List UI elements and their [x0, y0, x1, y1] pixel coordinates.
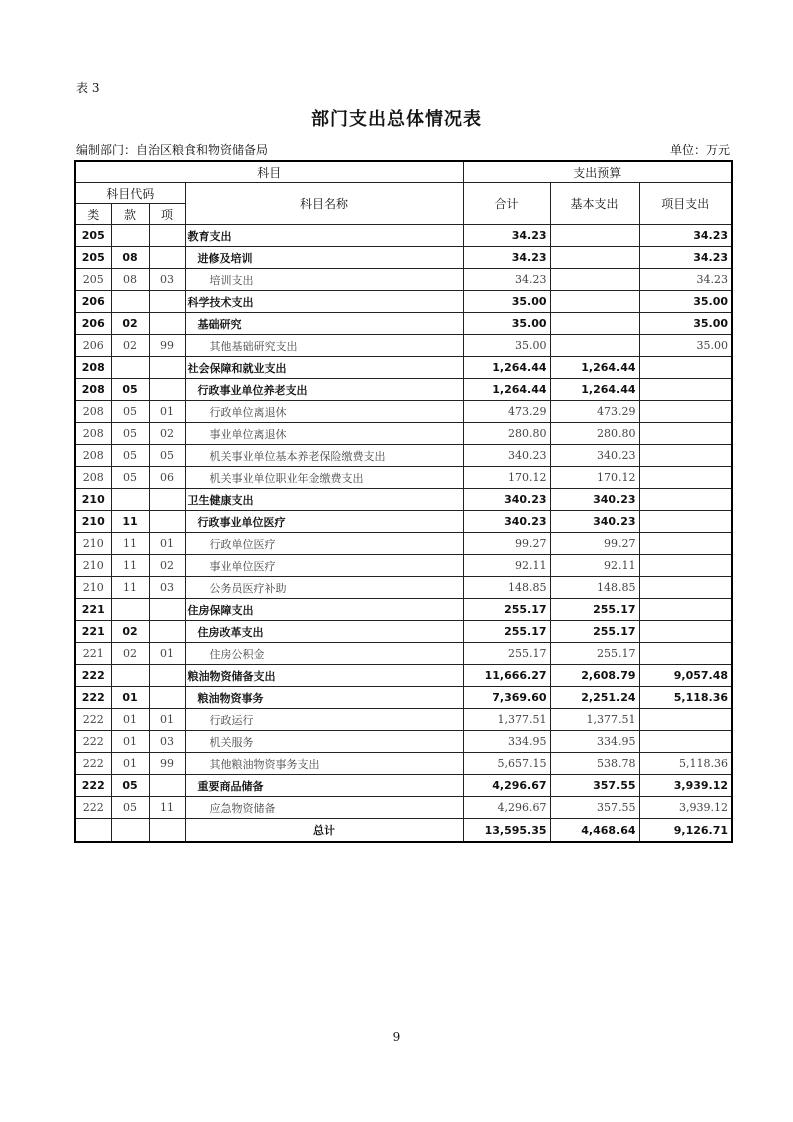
code-lei: 210: [75, 489, 111, 511]
subject-name: 卫生健康支出: [185, 489, 463, 511]
subject-name: 住房改革支出: [185, 621, 463, 643]
table-row: [75, 313, 732, 335]
amount-basic: 170.12: [550, 467, 639, 489]
code-xiang: 02: [149, 423, 185, 445]
code-xiang: 01: [149, 643, 185, 665]
subject-name: 培训支出: [185, 269, 463, 291]
amount-project: 35.00: [639, 313, 732, 335]
code-lei: 221: [75, 643, 111, 665]
amount-project: [639, 731, 732, 753]
code-lei: 206: [75, 335, 111, 357]
amount-project: [639, 709, 732, 731]
code-kuan: 05: [111, 775, 149, 797]
total-sum: 13,595.35: [463, 819, 550, 843]
amount-basic: [550, 291, 639, 313]
amount-total: 473.29: [463, 401, 550, 423]
amount-basic: [550, 335, 639, 357]
table-row: [75, 709, 732, 731]
total-label: 总计: [185, 819, 463, 843]
amount-total: 4,296.67: [463, 797, 550, 819]
amount-basic: 1,264.44: [550, 357, 639, 379]
table-row: [75, 775, 732, 797]
amount-project: 34.23: [639, 247, 732, 269]
amount-total: 34.23: [463, 269, 550, 291]
amount-project: 3,939.12: [639, 797, 732, 819]
code-xiang: 03: [149, 577, 185, 599]
amount-total: 255.17: [463, 599, 550, 621]
table-row: [75, 621, 732, 643]
code-kuan: 11: [111, 577, 149, 599]
code-xiang: 11: [149, 797, 185, 819]
table-row: [75, 357, 732, 379]
amount-total: 148.85: [463, 577, 550, 599]
compiling-department: 编制部门：自治区粮食和物资储备局: [76, 143, 269, 157]
amount-project: [639, 533, 732, 555]
amount-project: [639, 511, 732, 533]
amount-project: 34.23: [639, 225, 732, 247]
amount-total: 34.23: [463, 225, 550, 247]
table-row: [75, 797, 732, 819]
code-kuan: [111, 225, 149, 247]
code-kuan: 01: [111, 731, 149, 753]
table-row: [75, 445, 732, 467]
total-row: [75, 819, 732, 843]
table-row: [75, 401, 732, 423]
amount-basic: 357.55: [550, 775, 639, 797]
code-kuan: 08: [111, 247, 149, 269]
amount-basic: 148.85: [550, 577, 639, 599]
amount-project: 5,118.36: [639, 687, 732, 709]
amount-project: [639, 401, 732, 423]
code-lei: 221: [75, 621, 111, 643]
amount-project: 35.00: [639, 335, 732, 357]
table-row: [75, 643, 732, 665]
amount-basic: 340.23: [550, 489, 639, 511]
subject-name: 机关服务: [185, 731, 463, 753]
code-xiang: 02: [149, 555, 185, 577]
code-lei: 208: [75, 357, 111, 379]
subject-name: 机关事业单位职业年金缴费支出: [185, 467, 463, 489]
amount-basic: 1,264.44: [550, 379, 639, 401]
code-lei: 210: [75, 555, 111, 577]
code-xiang: 01: [149, 709, 185, 731]
amount-project: [639, 445, 732, 467]
subject-name: 行政事业单位养老支出: [185, 379, 463, 401]
header-basic: 基本支出: [550, 183, 639, 225]
code-lei: 205: [75, 247, 111, 269]
table-row: [75, 247, 732, 269]
amount-total: 35.00: [463, 335, 550, 357]
table-row: [75, 753, 732, 775]
code-kuan: 01: [111, 687, 149, 709]
code-xiang: 05: [149, 445, 185, 467]
table-row: [75, 335, 732, 357]
amount-project: [639, 489, 732, 511]
amount-total: 99.27: [463, 533, 550, 555]
amount-total: 334.95: [463, 731, 550, 753]
subject-name: 其他基础研究支出: [185, 335, 463, 357]
amount-basic: 280.80: [550, 423, 639, 445]
code-kuan: 02: [111, 313, 149, 335]
code-kuan: [111, 357, 149, 379]
amount-basic: 255.17: [550, 621, 639, 643]
code-lei: 208: [75, 401, 111, 423]
amount-total: 5,657.15: [463, 753, 550, 775]
table-label: 表 3: [76, 81, 100, 95]
subject-name: 事业单位医疗: [185, 555, 463, 577]
table-row: [75, 225, 732, 247]
code-xiang: 01: [149, 401, 185, 423]
amount-project: 3,939.12: [639, 775, 732, 797]
code-lei: 222: [75, 731, 111, 753]
code-kuan: 11: [111, 511, 149, 533]
amount-basic: 357.55: [550, 797, 639, 819]
amount-basic: 92.11: [550, 555, 639, 577]
page-number: 9: [392, 1030, 401, 1044]
table-row: [75, 511, 732, 533]
subject-name: 行政单位离退休: [185, 401, 463, 423]
subject-name: 粮油物资储备支出: [185, 665, 463, 687]
table-row: [75, 665, 732, 687]
table-row: [75, 269, 732, 291]
code-lei: 210: [75, 511, 111, 533]
amount-project: [639, 357, 732, 379]
subject-name: 应急物资储备: [185, 797, 463, 819]
code-kuan: 05: [111, 379, 149, 401]
header-budget: 支出预算: [463, 161, 732, 183]
code-xiang: 99: [149, 335, 185, 357]
code-kuan: 02: [111, 335, 149, 357]
table-row: [75, 577, 732, 599]
code-xiang: [149, 225, 185, 247]
code-xiang: [149, 665, 185, 687]
code-xiang: 01: [149, 533, 185, 555]
amount-basic: 473.29: [550, 401, 639, 423]
amount-basic: 340.23: [550, 445, 639, 467]
amount-basic: 2,608.79: [550, 665, 639, 687]
amount-total: 340.23: [463, 489, 550, 511]
amount-total: 34.23: [463, 247, 550, 269]
code-lei: 221: [75, 599, 111, 621]
code-kuan: 08: [111, 269, 149, 291]
subject-name: 行政事业单位医疗: [185, 511, 463, 533]
unit-label: 单位：万元: [669, 143, 730, 157]
code-xiang: [149, 775, 185, 797]
code-xiang: [149, 313, 185, 335]
code-lei: 222: [75, 665, 111, 687]
amount-basic: [550, 247, 639, 269]
header-project: 项目支出: [639, 183, 732, 225]
subject-name: 重要商品储备: [185, 775, 463, 797]
amount-basic: [550, 313, 639, 335]
amount-total: 280.80: [463, 423, 550, 445]
code-lei: 222: [75, 775, 111, 797]
code-lei: 210: [75, 533, 111, 555]
code-kuan: 01: [111, 753, 149, 775]
code-xiang: 03: [149, 731, 185, 753]
code-kuan: 11: [111, 555, 149, 577]
header-code: 科目代码: [75, 183, 185, 204]
code-lei: 208: [75, 379, 111, 401]
subject-name: 事业单位离退休: [185, 423, 463, 445]
amount-total: 11,666.27: [463, 665, 550, 687]
header-kuan: 款: [111, 204, 149, 225]
code-xiang: [149, 379, 185, 401]
amount-total: 35.00: [463, 291, 550, 313]
code-kuan: 02: [111, 621, 149, 643]
amount-total: 35.00: [463, 313, 550, 335]
subject-name: 基础研究: [185, 313, 463, 335]
code-xiang: 03: [149, 269, 185, 291]
code-lei: 206: [75, 313, 111, 335]
subject-name: 社会保障和就业支出: [185, 357, 463, 379]
amount-project: [639, 555, 732, 577]
amount-project: 9,057.48: [639, 665, 732, 687]
amount-total: 340.23: [463, 445, 550, 467]
subject-name: 进修及培训: [185, 247, 463, 269]
code-kuan: 05: [111, 467, 149, 489]
code-xiang: [149, 621, 185, 643]
subject-name: 住房保障支出: [185, 599, 463, 621]
total-basic: 4,468.64: [550, 819, 639, 843]
amount-total: 1,264.44: [463, 357, 550, 379]
code-xiang: [149, 489, 185, 511]
amount-project: [639, 577, 732, 599]
code-lei: 222: [75, 797, 111, 819]
header-subject: 科目: [75, 161, 463, 183]
code-kuan: 05: [111, 423, 149, 445]
amount-project: [639, 599, 732, 621]
subject-name: 机关事业单位基本养老保险缴费支出: [185, 445, 463, 467]
code-kuan: 05: [111, 401, 149, 423]
amount-total: 255.17: [463, 643, 550, 665]
code-lei: 222: [75, 753, 111, 775]
amount-project: 35.00: [639, 291, 732, 313]
code-xiang: [149, 247, 185, 269]
code-xiang: [149, 511, 185, 533]
code-lei: 205: [75, 225, 111, 247]
amount-basic: [550, 225, 639, 247]
amount-total: 340.23: [463, 511, 550, 533]
table-row: [75, 687, 732, 709]
code-lei: 222: [75, 687, 111, 709]
header-lei: 类: [75, 204, 111, 225]
code-lei: 222: [75, 709, 111, 731]
amount-basic: 340.23: [550, 511, 639, 533]
amount-project: [639, 379, 732, 401]
code-xiang: 06: [149, 467, 185, 489]
subject-name: 行政运行: [185, 709, 463, 731]
table-row: [75, 467, 732, 489]
code-lei: 206: [75, 291, 111, 313]
table-row: [75, 423, 732, 445]
amount-basic: 99.27: [550, 533, 639, 555]
amount-project: [639, 621, 732, 643]
amount-project: [639, 467, 732, 489]
code-kuan: [111, 489, 149, 511]
table-row: [75, 291, 732, 313]
table-row: [75, 555, 732, 577]
table-row: [75, 379, 732, 401]
amount-total: 4,296.67: [463, 775, 550, 797]
amount-basic: [550, 269, 639, 291]
code-xiang: [149, 357, 185, 379]
subject-name: 公务员医疗补助: [185, 577, 463, 599]
amount-basic: 538.78: [550, 753, 639, 775]
expenditure-table: [74, 160, 733, 843]
code-xiang: 99: [149, 753, 185, 775]
amount-project: 5,118.36: [639, 753, 732, 775]
subject-name: 科学技术支出: [185, 291, 463, 313]
amount-total: 255.17: [463, 621, 550, 643]
code-kuan: 11: [111, 533, 149, 555]
amount-total: 1,264.44: [463, 379, 550, 401]
code-kuan: 01: [111, 709, 149, 731]
subject-name: 住房公积金: [185, 643, 463, 665]
amount-basic: 255.17: [550, 599, 639, 621]
code-kuan: 05: [111, 797, 149, 819]
code-kuan: [111, 291, 149, 313]
code-kuan: 02: [111, 643, 149, 665]
table-row: [75, 731, 732, 753]
amount-project: 34.23: [639, 269, 732, 291]
code-kuan: 05: [111, 445, 149, 467]
code-lei: 208: [75, 423, 111, 445]
total-project: 9,126.71: [639, 819, 732, 843]
table-row: [75, 489, 732, 511]
code-lei: 210: [75, 577, 111, 599]
amount-total: 170.12: [463, 467, 550, 489]
page-title: 部门支出总体情况表: [311, 109, 482, 130]
header-name: 科目名称: [185, 183, 463, 225]
header-xiang: 项: [149, 204, 185, 225]
header-total: 合计: [463, 183, 550, 225]
subject-name: 行政单位医疗: [185, 533, 463, 555]
code-lei: 208: [75, 445, 111, 467]
code-xiang: [149, 291, 185, 313]
amount-basic: 2,251.24: [550, 687, 639, 709]
table-row: [75, 533, 732, 555]
code-xiang: [149, 687, 185, 709]
subject-name: 粮油物资事务: [185, 687, 463, 709]
amount-basic: 1,377.51: [550, 709, 639, 731]
table-row: [75, 599, 732, 621]
subject-name: 其他粮油物资事务支出: [185, 753, 463, 775]
amount-total: 92.11: [463, 555, 550, 577]
amount-total: 1,377.51: [463, 709, 550, 731]
amount-project: [639, 643, 732, 665]
subject-name: 教育支出: [185, 225, 463, 247]
code-xiang: [149, 599, 185, 621]
code-lei: 208: [75, 467, 111, 489]
amount-basic: 255.17: [550, 643, 639, 665]
amount-project: [639, 423, 732, 445]
amount-basic: 334.95: [550, 731, 639, 753]
amount-total: 7,369.60: [463, 687, 550, 709]
code-kuan: [111, 599, 149, 621]
code-kuan: [111, 665, 149, 687]
code-lei: 205: [75, 269, 111, 291]
